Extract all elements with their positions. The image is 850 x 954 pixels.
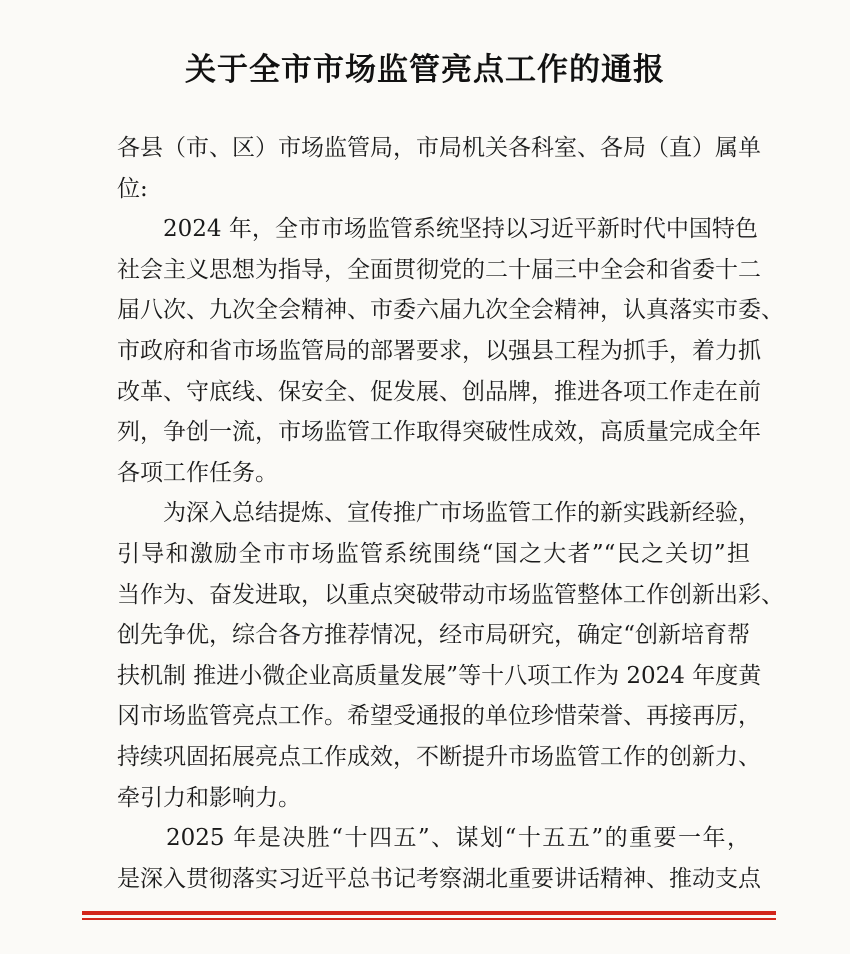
body-line: 届八次、九次全会精神、市委六届九次全会精神，认真落实市委、 [117, 297, 784, 324]
body-line: 市政府和省市场监管局的部署要求，以强县工程为抓手，着力抓 [117, 337, 761, 364]
body-line: 牵引力和影响力。 [117, 784, 301, 811]
body-line: 改革、守底线、保安全、促发展、创品牌，推进各项工作走在前 [117, 378, 761, 405]
body-line: 当作为、奋发进取，以重点突破带动市场监管整体工作创新出彩、 [117, 581, 784, 608]
red-rule-thin [82, 918, 776, 920]
body-line: 社会主义思想为指导，全面贯彻党的二十届三中全会和省委十二 [117, 256, 761, 283]
body-line: 2024 年，全市市场监管系统坚持以习近平新时代中国特色 [117, 216, 758, 243]
body-line: 引导和激励全市市场监管系统围绕“国之大者”“民之关切”担 [117, 540, 750, 567]
body-line: 持续巩固拓展亮点工作成效，不断提升市场监管工作的创新力、 [117, 743, 761, 770]
body-line: 扶机制 推进小微企业高质量发展”等十八项工作为 2024 年度黄 [117, 662, 762, 689]
document-title: 关于全市市场监管亮点工作的通报 [185, 52, 665, 88]
body-line: 创先争优，综合各方推荐情况，经市局研究，确定“创新培育帮 [117, 622, 750, 649]
body-line: 各项工作任务。 [117, 459, 278, 486]
body-line: 冈市场监管亮点工作。希望受通报的单位珍惜荣誉、再接再厉， [117, 703, 761, 730]
body-line: 位: [117, 175, 148, 202]
body-line: 2025 年是决胜“十四五”、谋划“十五五”的重要一年， [117, 825, 750, 852]
body-line: 为深入总结提炼、宣传推广市场监管工作的新实践新经验， [117, 500, 761, 527]
body-line: 列，争创一流，市场监管工作取得突破性成效，高质量完成全年 [117, 419, 761, 446]
red-rule-thick [82, 911, 776, 915]
body-line: 各县（市、区）市场监管局，市局机关各科室、各局（直）属单 [117, 135, 761, 161]
document-body [117, 130, 784, 901]
body-line: 是深入贯彻落实习近平总书记考察湖北重要讲话精神、推动支点 [117, 865, 761, 892]
